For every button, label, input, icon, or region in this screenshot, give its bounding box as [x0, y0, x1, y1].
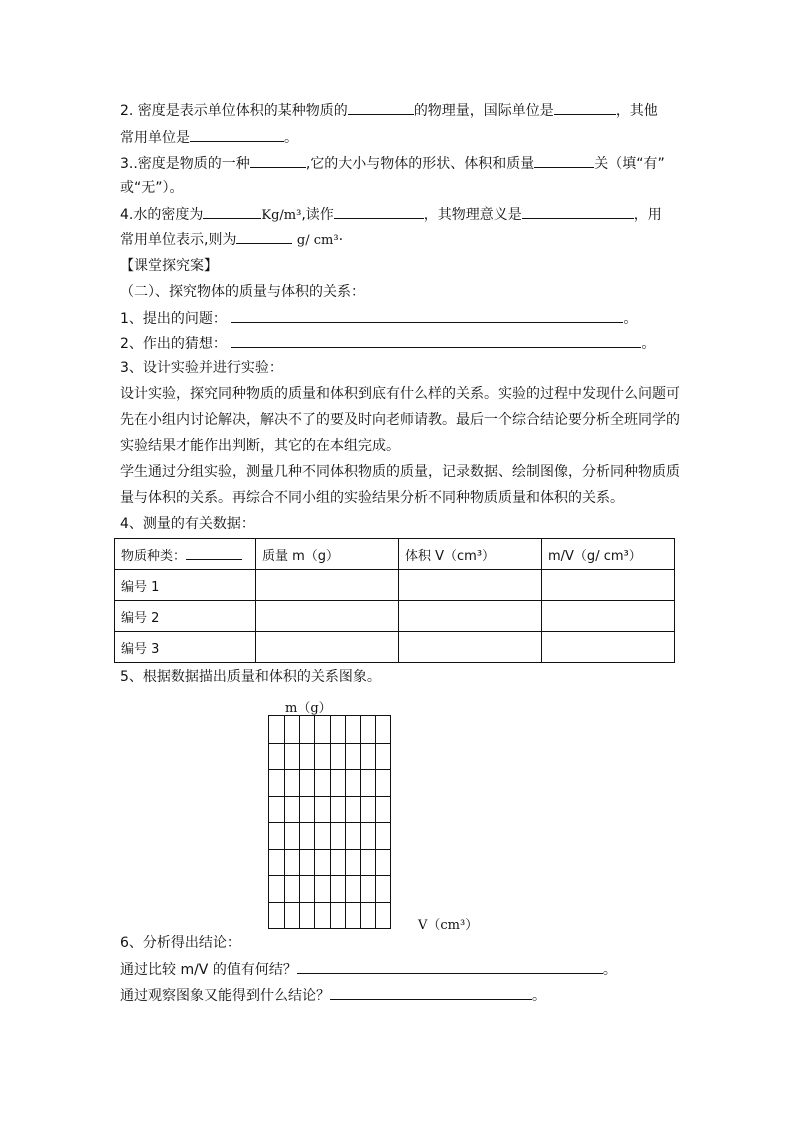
table-row	[115, 570, 675, 601]
grid-line-horizontal	[269, 743, 390, 744]
table-row	[115, 632, 675, 663]
step-3: 3、设计实验并进行实验：	[120, 360, 283, 376]
grid-line-horizontal	[269, 875, 390, 876]
table-cell[interactable]	[399, 632, 542, 663]
table-row-label: 编号 2	[115, 601, 256, 632]
graph-grid[interactable]	[268, 715, 391, 929]
paragraph-1-line: 先在小组内讨论解决，解决不了的要及时向老师请教。最后一个综合结论要分析全班同学的	[120, 412, 680, 428]
blank-field[interactable]	[334, 204, 424, 219]
table-row	[115, 601, 675, 632]
conclusion-1: 通过比较 m/V 的值有何结？ 。	[120, 959, 617, 980]
section-title: 【课堂探究案】	[120, 258, 218, 274]
question-4-line-2: 常用单位表示,则为 g/ cm³·	[120, 229, 343, 251]
conclusion-1-input[interactable]	[297, 959, 603, 974]
table-cell[interactable]	[399, 601, 542, 632]
conclusion-2: 通过观察图象又能得到什么结论？ 。	[120, 985, 546, 1006]
table-header-cell: 质量 m（g）	[256, 539, 399, 570]
table-row-label: 编号 1	[115, 570, 256, 601]
y-axis-label: m（g）	[285, 701, 332, 716]
table-header-cell: 物质种类：	[115, 539, 256, 570]
table-cell[interactable]	[256, 601, 399, 632]
question-2-line-2: 常用单位是 。	[120, 127, 298, 148]
table-cell[interactable]	[542, 632, 675, 663]
substance-input[interactable]	[186, 545, 242, 560]
table-cell[interactable]	[399, 570, 542, 601]
step-5: 5、根据数据描出质量和体积的关系图象。	[120, 669, 381, 685]
grid-line-horizontal	[269, 822, 390, 823]
grid-line-horizontal	[269, 769, 390, 770]
blank-field[interactable]	[250, 153, 306, 168]
grid-line-horizontal	[269, 849, 390, 850]
table-cell[interactable]	[256, 632, 399, 663]
step-6: 6、分析得出结论：	[120, 935, 241, 951]
blank-field[interactable]	[534, 153, 594, 168]
question-4-line-1: 4.水的密度为 Kg/m³,读作 ，其物理意义是 ，用	[120, 204, 662, 226]
paragraph-1-line: 实验结果才能作出判断，其它的在本组完成。	[120, 438, 400, 454]
blank-field[interactable]	[522, 204, 634, 219]
grid-line-horizontal	[269, 902, 390, 903]
conclusion-2-input[interactable]	[330, 985, 532, 1000]
step-1: 1、提出的问题： 。	[120, 308, 637, 329]
blank-field[interactable]	[190, 127, 284, 142]
table-header-cell: 体积 V（cm³）	[399, 539, 542, 570]
blank-field[interactable]	[348, 100, 414, 115]
table-row-label: 编号 3	[115, 632, 256, 663]
paragraph-1-line: 设计实验，探究同种物质的质量和体积到底有什么样的关系。实验的过程中发现什么问题可	[120, 386, 680, 402]
measurement-table	[114, 538, 675, 663]
problem-input[interactable]	[231, 308, 623, 323]
paragraph-2-line: 学生通过分组实验，测量几种不同体积物质的质量，记录数据、绘制图像，分析同种物质质	[120, 464, 680, 480]
table-cell[interactable]	[542, 601, 675, 632]
blank-field[interactable]	[236, 229, 292, 244]
table-cell[interactable]	[542, 570, 675, 601]
question-2-line-1: 2. 密度是表示单位体积的某种物质的 的物理量，国际单位是 ，其他	[120, 100, 658, 121]
table-header-row	[115, 539, 675, 570]
blank-field[interactable]	[554, 100, 616, 115]
x-axis-label: V（cm³）	[418, 918, 479, 933]
step-2: 2、作出的猜想： 。	[120, 333, 655, 354]
step-4: 4、测量的有关数据：	[120, 516, 255, 532]
question-3-line-2: 或“无”）。	[120, 180, 184, 196]
grid-line-horizontal	[269, 796, 390, 797]
hypothesis-input[interactable]	[231, 333, 641, 348]
table-cell[interactable]	[256, 570, 399, 601]
sub-title: （二）、探究物体的质量与体积的关系：	[120, 284, 365, 300]
paragraph-2-line: 量与体积的关系。再综合不同小组的实验结果分析不同种物质质量和体积的关系。	[120, 490, 624, 506]
table-header-cell: m/V（g/ cm³）	[542, 539, 675, 570]
blank-field[interactable]	[203, 204, 261, 219]
question-3-line-1: 3..密度是物质的一种 ,它的大小与物体的形状、体积和质量 关（填“有”	[120, 153, 665, 174]
